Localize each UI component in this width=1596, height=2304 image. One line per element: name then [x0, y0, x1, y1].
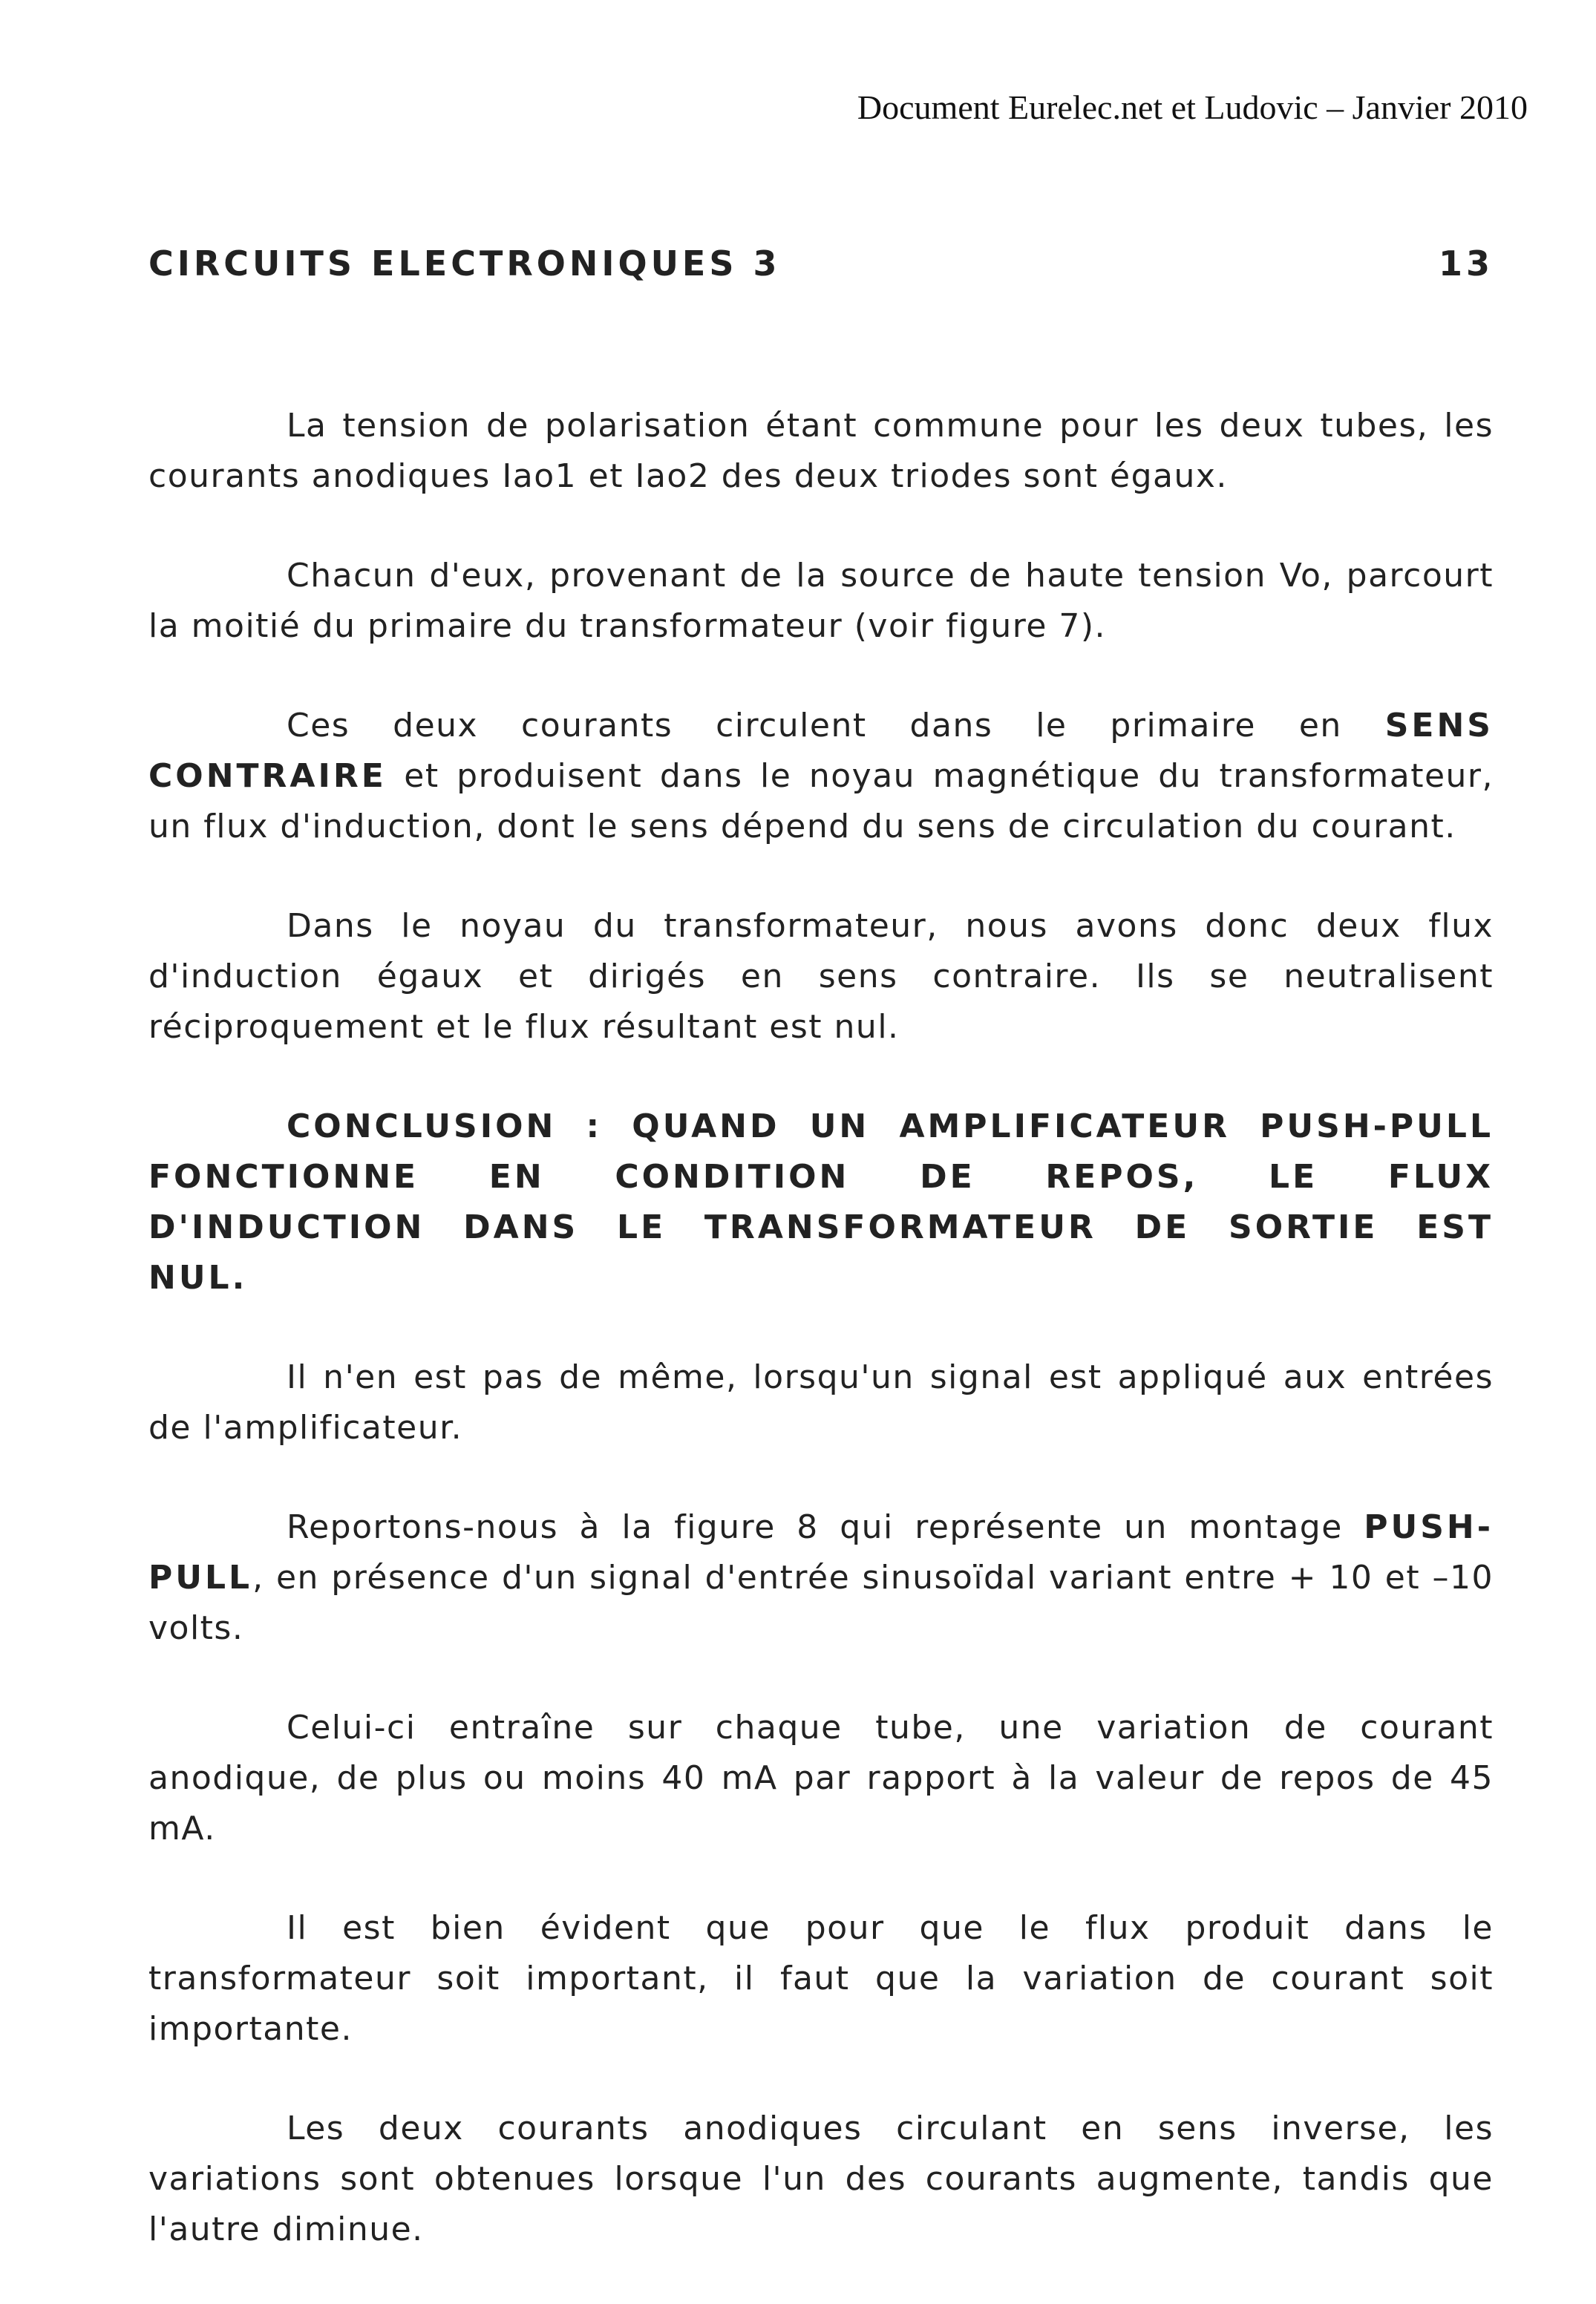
running-head [148, 243, 1494, 284]
emphasis-sens-contraire: SENS CONTRAIRE [148, 707, 1494, 795]
body-text [148, 401, 1494, 2304]
paragraph-flux-important: Il est bien évident que pour que le flux produit dans le transformateur soit important, il faut que la variation de courant soit importante. [148, 1909, 1494, 2048]
paragraph-sens-inverse: Les deux courants anodiques circulant en sens inverse, les variations sont obtenues lorsque l'un des courants augmente, tandis que l'autre diminue. [148, 2110, 1494, 2248]
paragraph-text: Ces deux courants circulent dans le primaire en [287, 707, 1385, 744]
paragraph-flux-neutralises: Dans le noyau du transformateur, nous avons donc deux flux d'induction égaux et dirigés en sens contraire. Ils se neutralisent réciproquement et le flux résultant est nul. [148, 907, 1494, 1046]
paragraph-text: et produisent dans le noyau magnétique du transformateur, un flux d'induction, dont le sens dépend du sens de circulation du courant. [148, 757, 1494, 845]
paragraph-conclusion: CONCLUSION : QUAND UN AMPLIFICATEUR PUSH-PULL FONCTIONNE EN CONDITION DE REPOS, LE FLUX D'INDUCTION DANS LE TRANSFORMATEUR DE SORTIE EST NUL. [148, 1107, 1494, 1297]
paragraph-text: Reportons-nous à la figure 8 qui représente un montage [287, 1508, 1364, 1546]
emphasis-push-pull: PUSH-PULL [148, 1508, 1494, 1597]
source-header: Document Eurelec.net et Ludovic – Janvier 2010 [857, 88, 1528, 126]
page-number: 13 [1438, 243, 1494, 284]
paragraph-sens-contraire [148, 701, 1494, 852]
paragraph-variation-courant: Celui-ci entraîne sur chaque tube, une variation de courant anodique, de plus ou moins 40 mA par rapport à la valeur de repos de 45 mA. [148, 1709, 1494, 1848]
chapter-title: CIRCUITS ELECTRONIQUES 3 [148, 243, 781, 284]
paragraph-signal-applique: Il n'en est pas de même, lorsqu'un signal est appliqué aux entrées de l'amplificateur. [148, 1358, 1494, 1447]
paragraph-source-haute-tension: Chacun d'eux, provenant de la source de haute tension Vo, parcourt la moitié du primaire du transformateur (voir figure 7). [148, 557, 1494, 645]
paragraph-polarisation: La tension de polarisation étant commune pour les deux tubes, les courants anodiques Iao1 et Iao2 des deux triodes sont égaux. [148, 407, 1494, 495]
paragraph-figure-8 [148, 1502, 1494, 1654]
paragraph-text: , en présence d'un signal d'entrée sinusoïdal variant entre + 10 et –10 volts. [148, 1559, 1494, 1647]
